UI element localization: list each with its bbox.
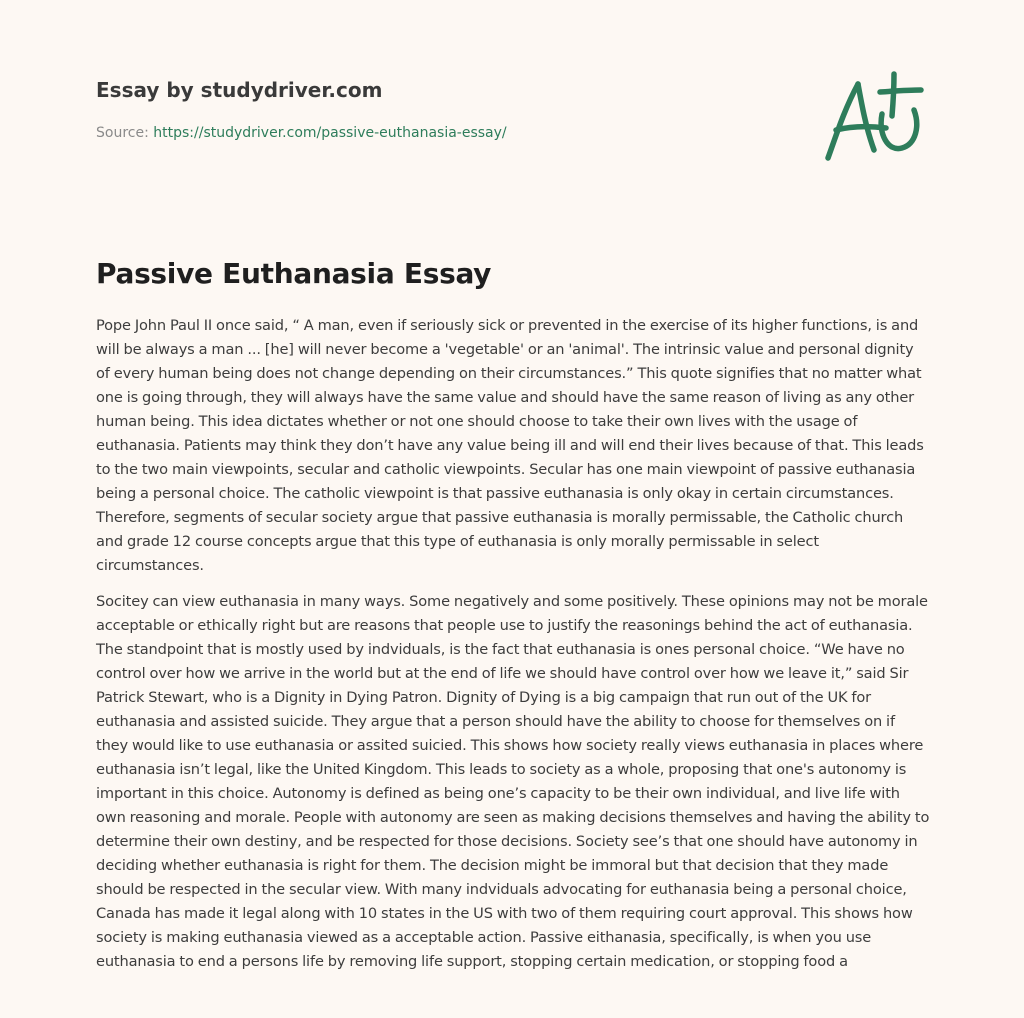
essay-title: Passive Euthanasia Essay xyxy=(96,257,492,290)
brand-title: Essay by studydriver.com xyxy=(96,78,383,102)
essay-paragraph: Pope John Paul II once said, “ A man, even if seriously sick or prevented in the exercise of its higher functions, is and will be always a man ... [he] will never become a 'vegetable' or an 'animal'. The intrinsic value and personal dignity of every human being does not change depending on their circumstances.” This quote signifies that no matter what one is going through, they will always have the same value and should have the same reason of living as any other human being. This idea dictates whether or not one should choose to take their own lives with the usage of euthanasia. Patients may think they don’t have any value being ill and will end their lives because of that. This leads to the two main viewpoints, secular and catholic viewpoints. Secular has one main viewpoint of passive euthanasia being a personal choice. The catholic viewpoint is that passive euthanasia is only okay in certain circumstances. Therefore, segments of secular society argue that passive euthanasia is morally permissable, the Catholic church and grade 12 course concepts argue that this type of euthanasia is only morally permissable in select circumstances. xyxy=(96,317,924,574)
source-label: Source: xyxy=(96,125,149,141)
source-line xyxy=(96,124,796,142)
essay-body xyxy=(96,314,930,986)
site-header xyxy=(96,76,796,142)
source-link[interactable]: https://studydriver.com/passive-euthanasia-essay/ xyxy=(153,125,507,141)
essay-paragraph: Socitey can view euthanasia in many ways. Some negatively and some positively. These opinions may not be morale acceptable or ethically right but are reasons that people use to justify the reasonings behind the act of euthanasia. The standpoint that is mostly used by indviduals, is the fact that euthanasia is ones personal choice. “We have no control over how we arrive in the world but at the end of life we should have control over how we leave it,” said Sir Patrick Stewart, who is a Dignity in Dying Patron. Dignity of Dying is a big campaign that run out of the UK for euthanasia and assisted suicide. They argue that a person should have the ability to choose for themselves on if they would like to use euthanasia or assited suicied. This shows how society really views euthanasia in places where euthanasia isn’t legal, like the United Kingdom. This leads to society as a whole, proposing that one's autonomy is important in this choice. Autonomy is defined as being one’s capacity to be their own individual, and live life with own reasoning and morale. People with autonomy are seen as making decisions themselves and having the ability to determine their own destiny, and be respected for those decisions. Society see’s that one should have autonomy in deciding whether euthanasia is right for them. The decision might be immoral but that decision that they made should be respected in the secular view. With many indviduals advocating for euthanasia being a personal choice, Canada has made it legal along with 10 states in the US with two of them requiring court approval. This shows how society is making euthanasia viewed as a acceptable action. Passive eithanasia, specifically, is when you use euthanasia to end a persons life by removing life support, stopping certain medication, or stopping food a xyxy=(96,593,930,970)
a-plus-logo-icon xyxy=(822,70,926,166)
